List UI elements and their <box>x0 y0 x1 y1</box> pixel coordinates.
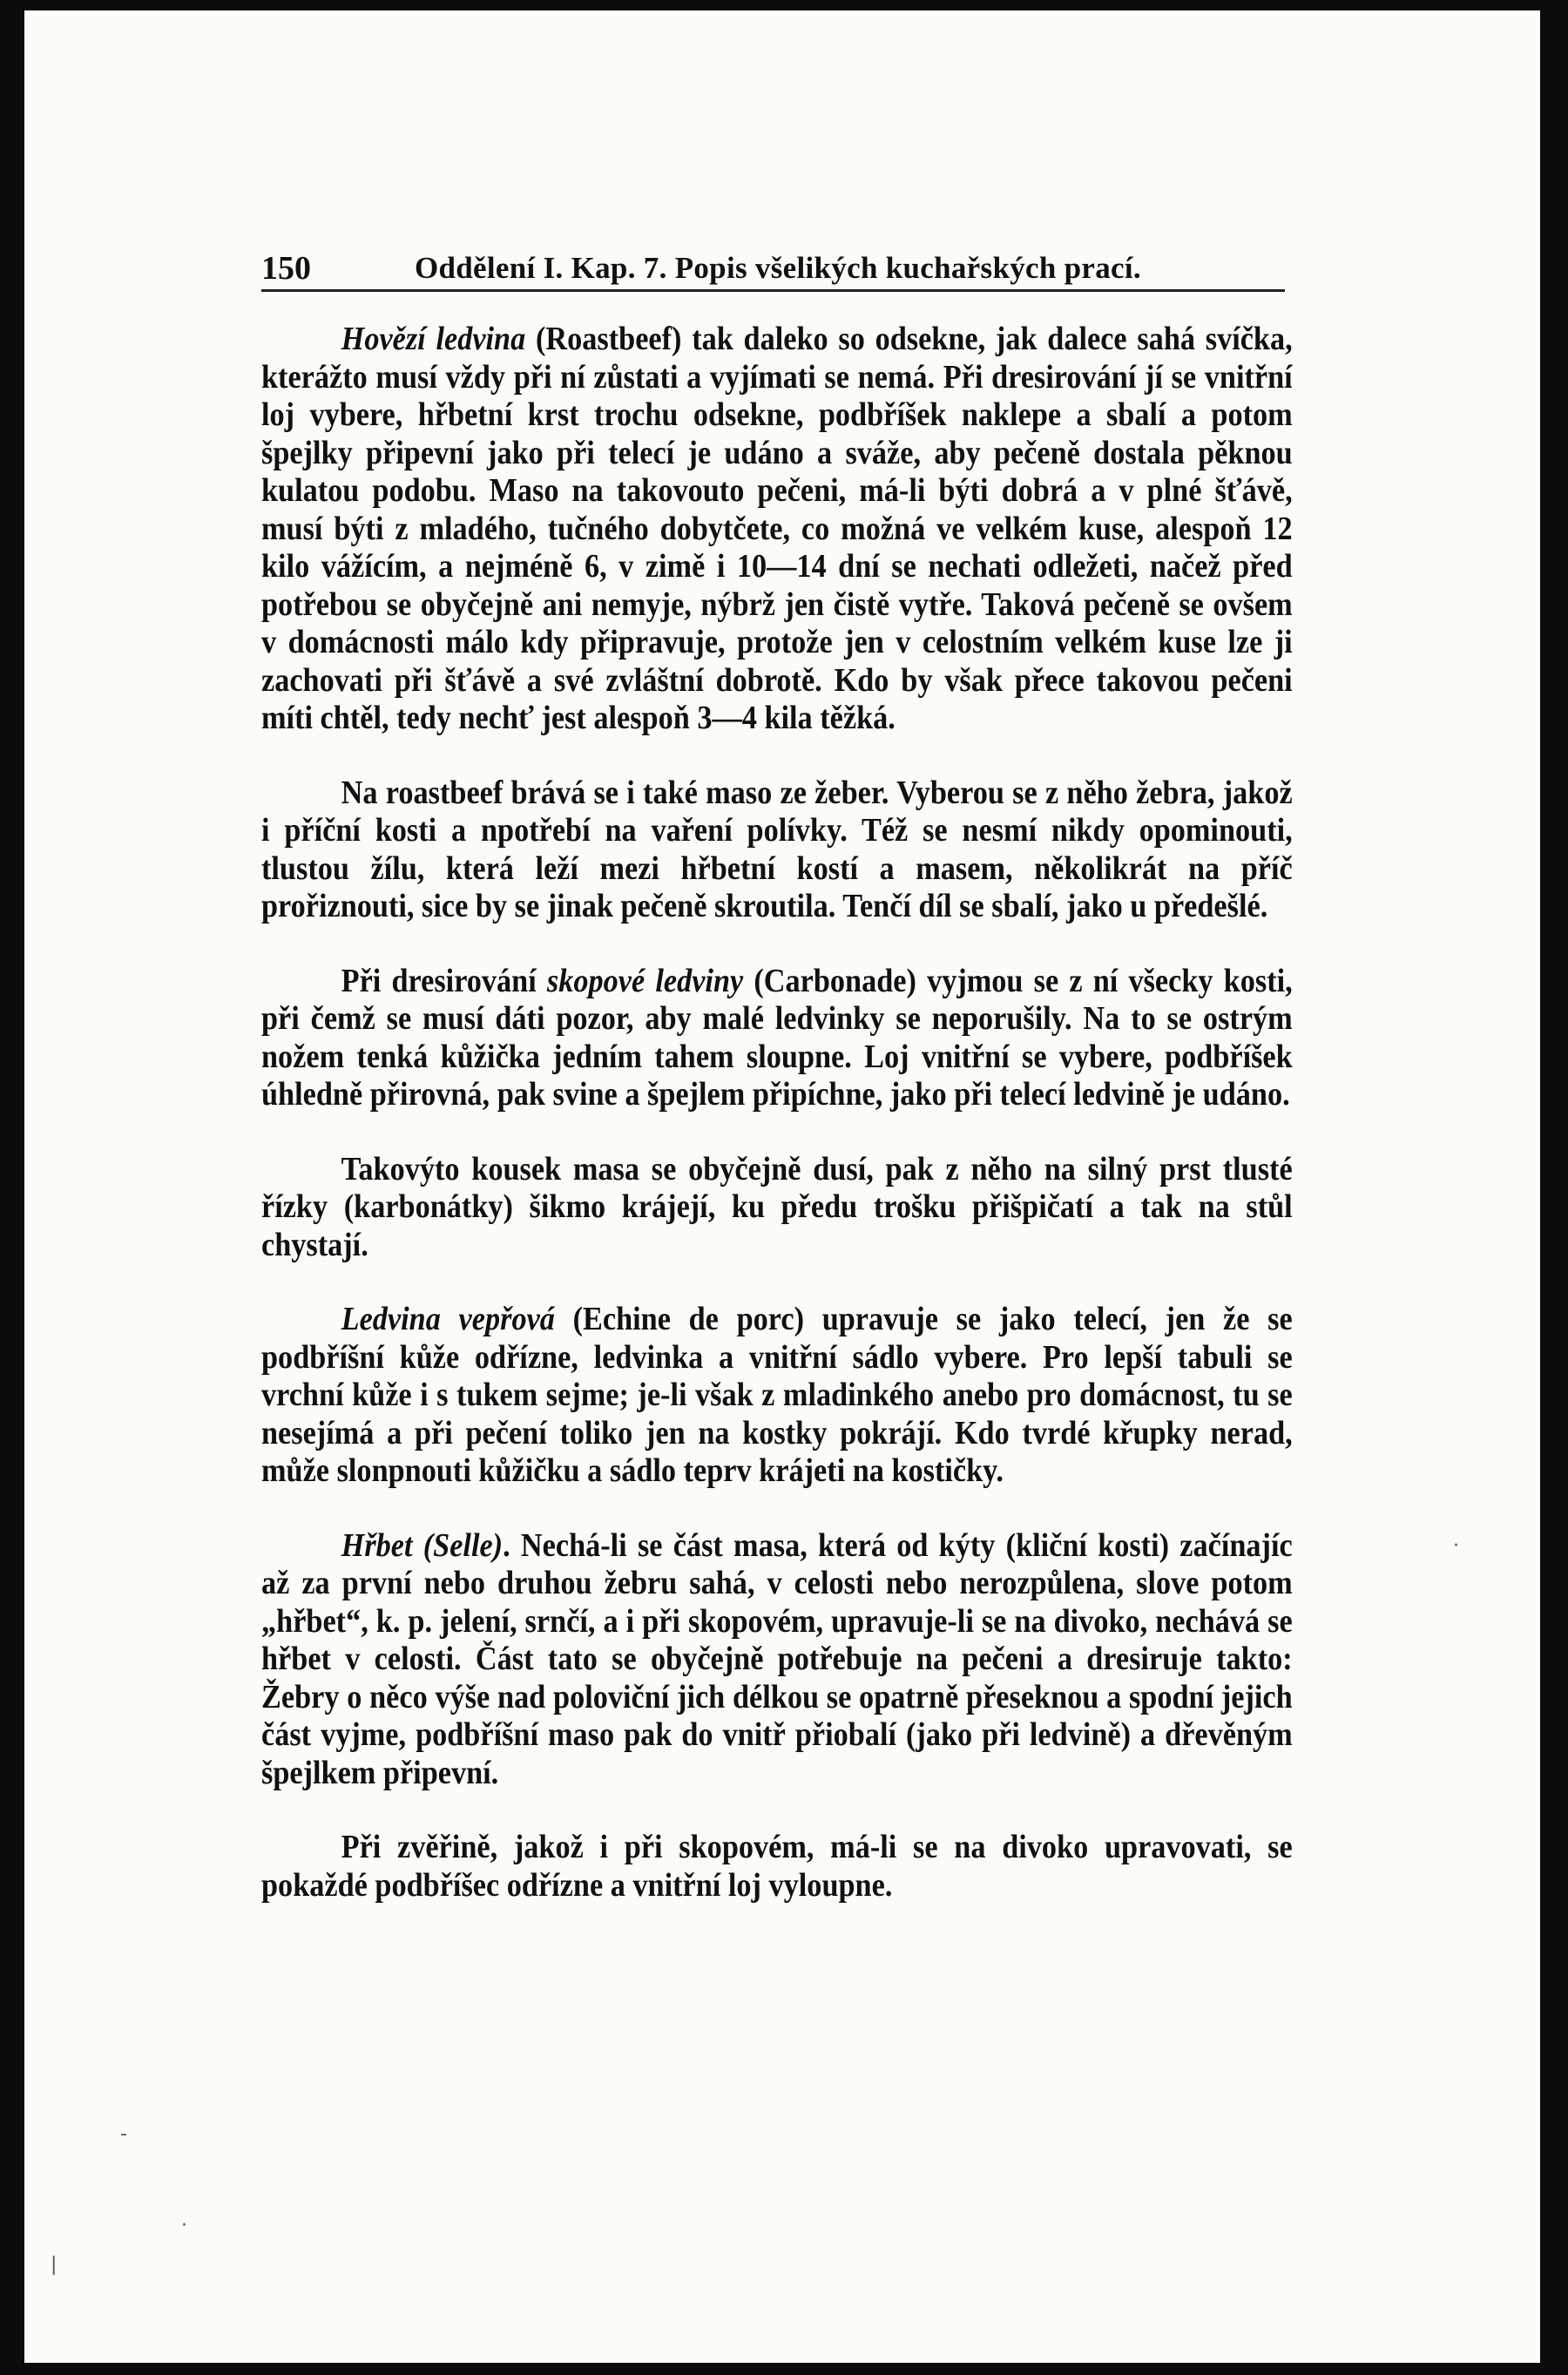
page-number: 150 <box>261 250 311 287</box>
margin-speck: · <box>1453 1535 1459 1557</box>
running-title: Oddělení I. Kap. 7. Popis všelikých kuchařských prací. <box>415 251 1141 285</box>
paragraph-text: (Carbonade) vyjmou se z ní všecky kosti, při čemž se musí dáti pozor, aby malé ledvinky se neporušily. Na to se ostrým nožem tenká kůžička jedním tahem sloupne. Loj vnitřní se vybere, podbříšek úhledně přirovná, pak svine a špejlem připíchne, jako při telecí ledvině je udáno. <box>261 962 1293 1113</box>
italic-term: skopové ledviny <box>546 962 744 999</box>
paragraph-1 <box>261 321 1293 738</box>
paragraph-text: . Nechá-li se část masa, která od kýty (kliční kosti) začínajíc až za první nebo druhou žebru sahá, v celosti nebo nerozpůlena, slove potom „hřbet“, k. p. jelení, srnčí, a i při skopovém, upravuje-li se na divoko, nechává se hřbet v celosti. Část tato se obyčejně potřebuje na pečeni a dresiruje takto: Žebry o něco výše nad poloviční jich délkou se opatrně přeseknou a spodní jejich část vyjme, podbříšní maso pak do vnitř přiobalí (jako při ledvině) a dřevěným špejlkem připevní. <box>261 1526 1293 1791</box>
paragraph-text: Takovýto kousek masa se obyčejně dusí, pak z něho na silný prst tlusté řízky (karbonátky) šikmo krájejí, ku předu trošku přišpičatí a tak na stůl chystají. <box>261 1150 1293 1263</box>
paragraph-7 <box>261 1829 1293 1905</box>
book-page <box>24 10 1540 2363</box>
paragraph-text: (Echine de porc) upravuje se jako telecí, jen že se podbříšní kůže odřízne, ledvinka a vnitřní sádlo vybere. Pro lepší tabuli se vrchní kůže i s tukem sejme; je-li však z mladinkého anebo pro domácnost, tu se nesejímá a při pečení toliko jen na kostky pokrájí. Kdo tvrdé křupky nerad, může slonpnouti kůžičku a sádlo teprv krájeti na kostičky. <box>261 1301 1293 1489</box>
italic-term: Ledvina vepřová <box>341 1301 555 1337</box>
margin-speck: | <box>51 2254 57 2276</box>
italic-term: Hovězí ledvina <box>341 321 526 357</box>
margin-speck: - <box>120 2123 127 2145</box>
paragraph-2 <box>261 775 1293 926</box>
margin-speck: · <box>181 2215 187 2236</box>
italic-term: Hřbet (Selle) <box>341 1526 504 1564</box>
paragraph-text: Při zvěřině, jakož i při skopovém, má-li se na divoko upravovati, se pokaždé podbříšec odřízne a vnitřní loj vyloupne. <box>261 1829 1293 1904</box>
page-header <box>261 246 1285 292</box>
paragraph-6 <box>261 1527 1293 1793</box>
paragraph-3 <box>261 963 1293 1114</box>
paragraph-4 <box>261 1151 1293 1265</box>
paragraph-5 <box>261 1301 1293 1491</box>
paragraph-text: Na roastbeef brává se i také maso ze žeber. Vyberou se z něho žebra, jakož i příční kosti a npotřebí na vaření polívky. Též se nesmí nikdy opominouti, tlustou žílu, která leží mezi hřbetní kostí a masem, několikrát na příč prořiznouti, sice by se jinak pečeně skroutila. Tenčí díl se sbalí, jako u předešlé. <box>261 774 1293 924</box>
paragraph-text: (Roastbeef) tak daleko so odsekne, jak dalece sahá svíčka, kterážto musí vždy při ní zůstati a vyjímati se nemá. Při dresirování jí se vnitřní loj vybere, hřbetní krst trochu odsekne, podbříšek naklepe a sbalí a potom špejlky připevní jako při telecí je udáno a sváže, aby pečeně dostala pěknou kulatou podobu. Maso na takovouto pečeni, má-li býti dobrá a v plné šťávě, musí býti z mladého, tučného dobytčete, co možná ve velkém kuse, alespoň 12 kilo vážícím, a nejméně 6, v zimě i 10—14 dní se nechati odležeti, načež před potřebou se obyčejně ani nemyje, nýbrž jen čistě vytře. Taková pečeně se ovšem v domácnosti málo kdy připravuje, protože jen v celostním velkém kuse lze ji zachovati při šťávě a své zvláštní dobrotě. Kdo by však přece takovou pečeni míti chtěl, tedy nechť jest alespoň 3—4 kila těžká. <box>261 321 1293 736</box>
body-text <box>261 321 1293 1905</box>
paragraph-lead: Při dresirování <box>341 962 547 999</box>
